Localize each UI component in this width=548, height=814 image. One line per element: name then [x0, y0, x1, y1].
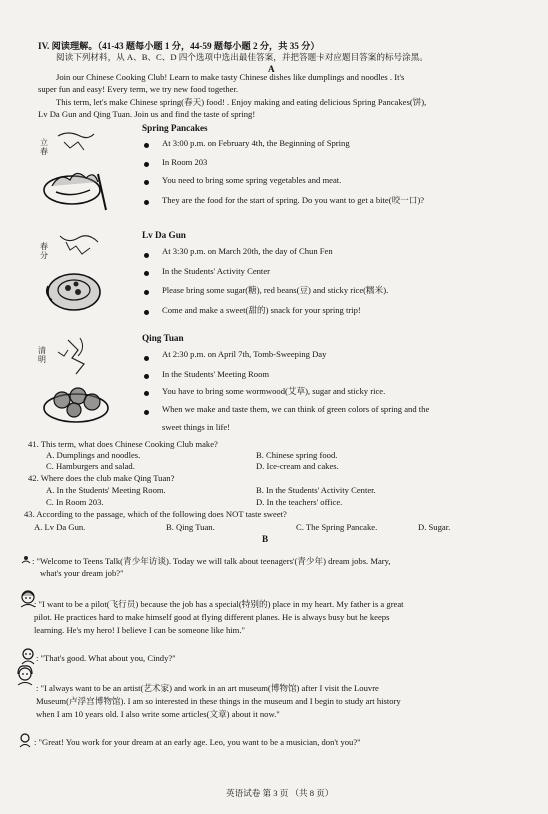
lv-da-gun-illustration	[40, 230, 112, 320]
illustration-caption: 清明	[38, 346, 46, 364]
question-43-option-a[interactable]: A. Lv Da Gun.	[34, 522, 86, 532]
question-42-stem: 42. Where does the club make Qing Tuan?	[28, 473, 175, 483]
host-line-2: what's your dream job?"	[40, 568, 124, 578]
cindy-line-3: when I am 10 years old. I also write some articles(文章) about it now."	[36, 709, 280, 719]
food-title-lv-da-gun: Lv Da Gun	[142, 230, 186, 240]
question-42-option-d[interactable]: D. In the teachers' office.	[256, 497, 343, 507]
bullet-dot	[144, 271, 149, 276]
cindy-avatar-icon	[14, 664, 36, 686]
lv-da-gun-item-3: Please bring some sugar(糖), red beans(豆) and sticky rice(糯米).	[162, 285, 389, 295]
lv-da-gun-item-1: At 3:30 p.m. on March 20th, the day of Chun Fen	[162, 246, 333, 256]
question-43-option-c[interactable]: C. The Spring Pancake.	[296, 522, 378, 532]
bullet-dot	[144, 310, 149, 315]
cindy-line-2: Museum(卢浮宫博物馆). I am so interested in these things in the museum and I begin to study art history	[36, 696, 401, 706]
host-line-1: : "Welcome to Teens Talk(青少年访谈). Today we will talk about teenagers'(青少年) dream jobs. Mary,	[32, 556, 391, 566]
qing-tuan-item-1: At 2:30 p.m. on April 7th, Tomb-Sweeping Day	[162, 349, 327, 359]
host-avatar-icon	[18, 732, 34, 748]
question-43-stem: 43. According to the passage, which of the following does NOT taste sweet?	[24, 509, 287, 519]
spring-pancakes-item-2: In Room 203	[162, 157, 208, 167]
passage-a-label: A	[268, 64, 275, 74]
question-41-option-d[interactable]: D. Ice-cream and cakes.	[256, 461, 339, 471]
qing-tuan-item-3: You have to bring some wormwood(艾草), sugar and sticky rice.	[162, 386, 386, 396]
question-43-option-b[interactable]: B. Qing Tuan.	[166, 522, 215, 532]
spring-pancakes-illustration	[40, 128, 112, 218]
lv-da-gun-item-2: In the Students' Activity Center	[162, 266, 271, 276]
host-avatar-icon	[18, 646, 38, 666]
illustration-caption: 立春	[40, 138, 48, 156]
bullet-dot	[144, 391, 149, 396]
food-title-qing-tuan: Qing Tuan	[142, 333, 184, 343]
question-41-option-b[interactable]: B. Chinese spring food.	[256, 450, 338, 460]
mary-line-1: : "I want to be a pilot(飞行员) because the job has a special(特别的) place in my heart. My father is a great	[34, 599, 404, 609]
host-line-4: : "Great! You work for your dream at an early age. Leo, you want to be a musician, don't you?"	[34, 737, 361, 747]
bullet-dot	[144, 200, 149, 205]
qing-tuan-item-2: In the Students' Meeting Room	[162, 369, 270, 379]
intro-line-1: Join our Chinese Cooking Club! Learn to make tasty Chinese dishes like dumplings and noodles . It's	[56, 72, 405, 82]
intro-line-4: Lv Da Gun and Qing Tuan. Join us and find the taste of spring!	[38, 109, 256, 119]
bullet-dot	[144, 410, 149, 415]
question-41-option-a[interactable]: A. Dumplings and noodles.	[46, 450, 141, 460]
bullet-dot	[144, 356, 149, 361]
question-41-stem: 41. This term, what does Chinese Cooking Club make?	[28, 439, 218, 449]
page-footer: 英语试卷 第 3 页 （共 8 页）	[226, 788, 334, 798]
spring-pancakes-item-1: At 3:00 p.m. on February 4th, the Beginning of Spring	[162, 138, 350, 148]
question-41-option-c[interactable]: C. Hamburgers and salad.	[46, 461, 135, 471]
pancake-drawing-icon	[40, 128, 112, 218]
bullet-dot	[144, 143, 149, 148]
qing-tuan-drawing-icon	[38, 334, 114, 430]
section-instruction: 阅读下列材料，从 A、B、C、D 四个选项中选出最佳答案，并把答题卡对应题目答案的标号涂黑。	[56, 52, 428, 62]
qing-tuan-item-4: When we make and taste them, we can think of green colors of spring and the	[162, 404, 430, 414]
cindy-line-1: : "I always want to be an artist(艺术家) and work in an art museum(博物馆) after I visit the Louvre	[36, 683, 379, 693]
intro-line-3: This term, let's make Chinese spring(春天) food! . Enjoy making and eating delicious Spring Pancakes(饼),	[56, 97, 427, 107]
bullet-dot	[144, 290, 149, 295]
food-title-spring-pancakes: Spring Pancakes	[142, 123, 208, 133]
bullet-dot	[144, 162, 149, 167]
bullet-dot	[144, 253, 149, 258]
bullet-dot	[144, 180, 149, 185]
mary-line-2: pilot. He practices hard to make himself good at flying different planes. He is always busy but he keeps	[34, 612, 390, 622]
bullet-dot	[144, 374, 149, 379]
question-42-option-c[interactable]: C. In Room 203.	[46, 497, 104, 507]
host-line-3: : "That's good. What about you, Cindy?"	[36, 653, 176, 663]
illustration-caption: 春分	[40, 242, 48, 260]
lv-da-gun-item-4: Come and make a sweet(甜的) snack for your spring trip!	[162, 305, 361, 315]
question-42-option-b[interactable]: B. In the Students' Activity Center.	[256, 485, 376, 495]
qing-tuan-item-5: sweet things in life!	[162, 422, 231, 432]
spring-pancakes-item-3: You need to bring some spring vegetables and meat.	[162, 175, 342, 185]
section-title: IV. 阅读理解。（41-43 题每小题 1 分，44-59 题每小题 2 分，共 35 分）	[38, 41, 320, 51]
question-42-option-a[interactable]: A. In the Students' Meeting Room.	[46, 485, 166, 495]
spring-pancakes-item-4: They are the food for the start of spring. Do you want to get a bite(咬一口)?	[162, 195, 425, 205]
mary-line-3: learning. He's my hero! I believe I can be someone like him."	[34, 625, 245, 635]
lv-da-gun-drawing-icon	[40, 230, 112, 320]
question-43-option-d[interactable]: D. Sugar.	[418, 522, 451, 532]
intro-line-2: super fun and easy! Every term, we try new food together.	[38, 84, 238, 94]
passage-b-label: B	[262, 534, 269, 544]
qing-tuan-illustration	[38, 334, 114, 430]
